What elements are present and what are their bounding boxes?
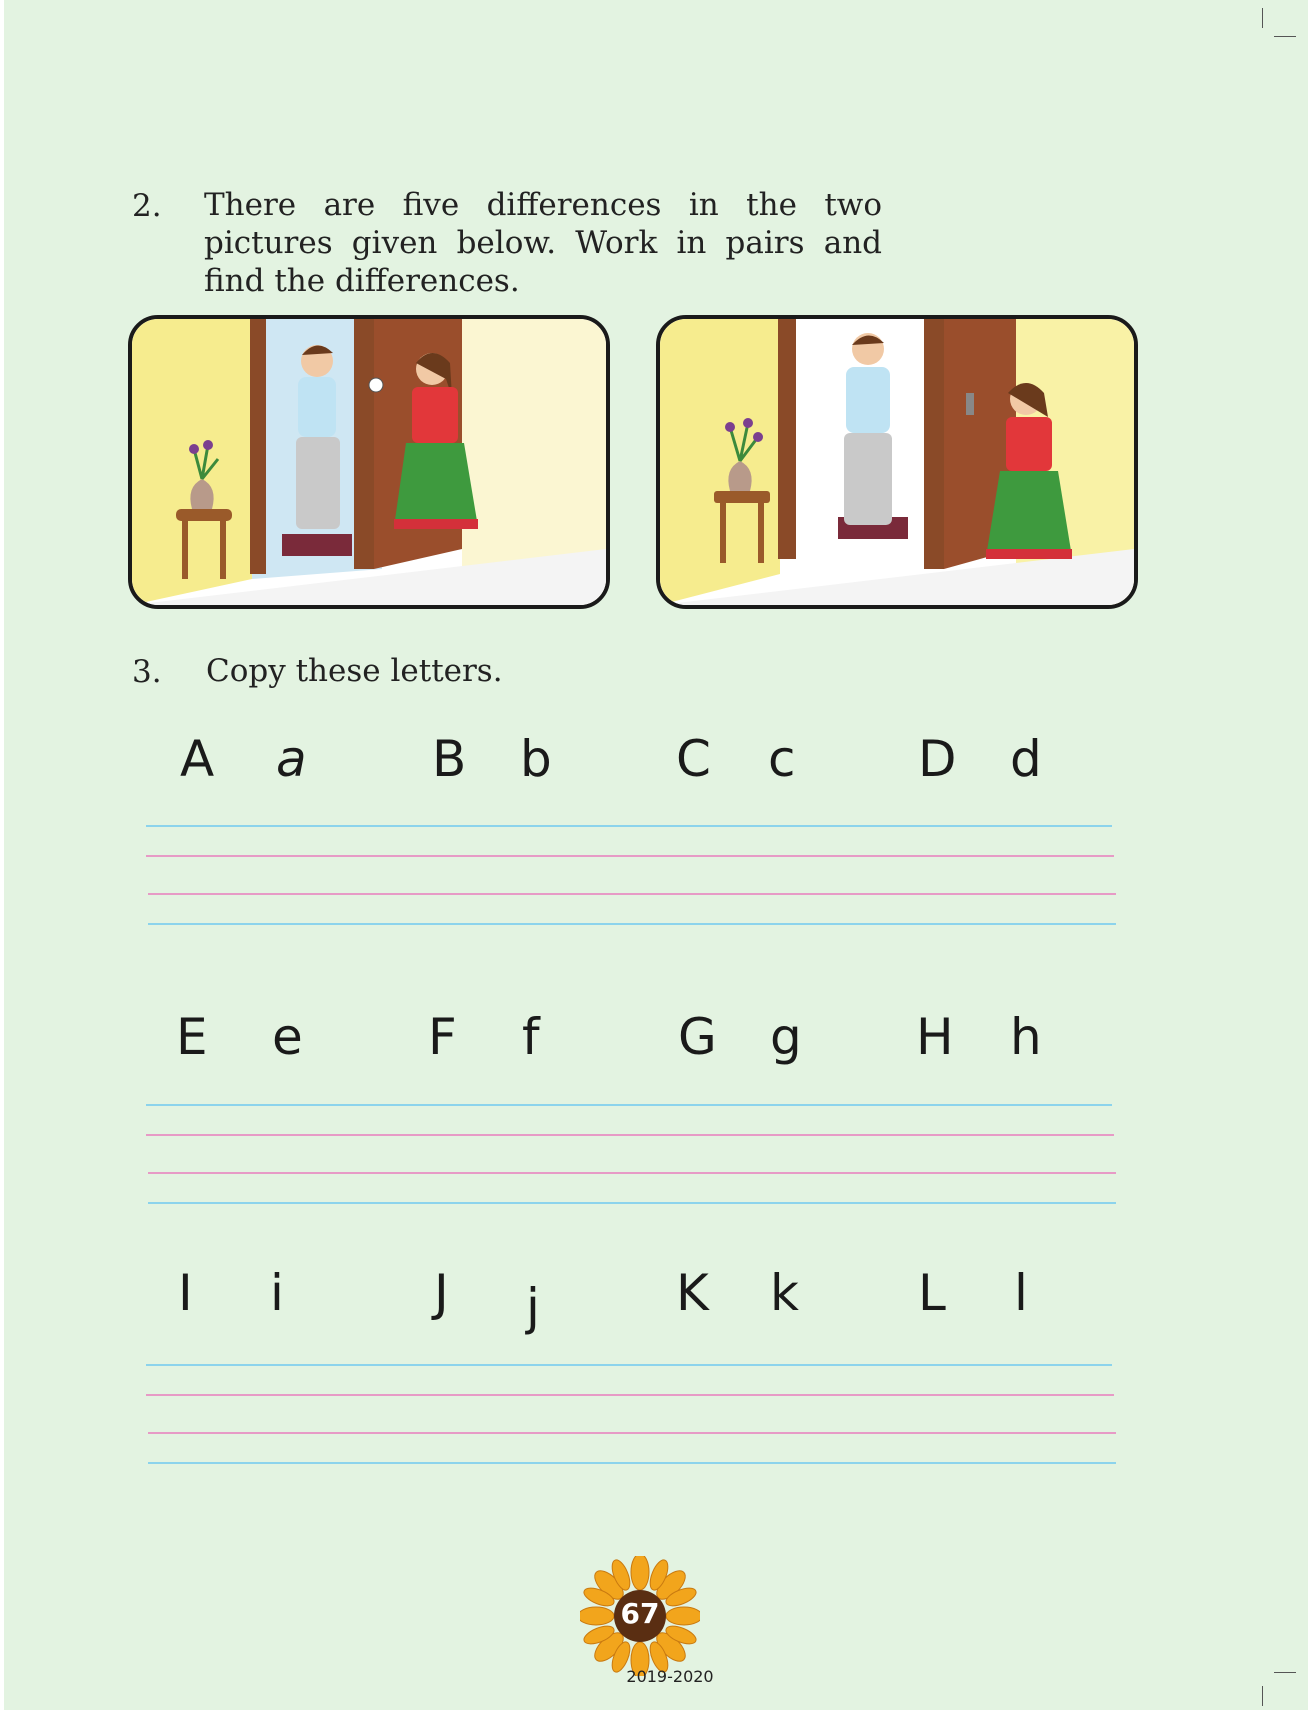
letter: B (432, 730, 467, 788)
letter: f (522, 1008, 540, 1066)
letter: G (678, 1008, 717, 1066)
page-number: 67 (620, 1597, 660, 1630)
letter: l (1014, 1264, 1028, 1322)
writing-line (146, 1364, 1112, 1366)
letter: L (918, 1264, 946, 1322)
letter: c (768, 730, 796, 788)
letter: E (176, 1008, 208, 1066)
writing-line (146, 1104, 1112, 1106)
right-picture (656, 315, 1138, 609)
question-number: 3. (132, 654, 162, 690)
letter: D (918, 730, 957, 788)
letter: C (676, 730, 711, 788)
writing-line (148, 1172, 1116, 1174)
crop-mark (1262, 8, 1263, 28)
letter: j (526, 1278, 540, 1336)
letter: h (1010, 1008, 1042, 1066)
year-label: 2019-2020 (626, 1667, 714, 1686)
writing-line (146, 855, 1114, 857)
question-text: There are five differences in the two pictures given below. Work in pairs and find the differences. (204, 187, 882, 299)
writing-line (148, 923, 1116, 925)
letter: g (770, 1008, 802, 1066)
crop-mark (1274, 36, 1296, 37)
question-number: 2. (132, 188, 162, 224)
scene-illustration (132, 319, 606, 605)
writing-line (148, 1202, 1116, 1204)
writing-line (148, 1462, 1116, 1464)
question-text: Copy these letters. (206, 653, 503, 689)
letter: k (770, 1264, 799, 1322)
letter: H (916, 1008, 954, 1066)
crop-mark (1274, 1672, 1296, 1673)
writing-line (148, 1432, 1116, 1434)
letter: e (272, 1008, 303, 1066)
letter: d (1010, 730, 1042, 788)
scene-illustration (660, 319, 1134, 605)
letter: F (428, 1008, 457, 1066)
writing-line (146, 1134, 1114, 1136)
letter: a (276, 730, 307, 788)
writing-line (148, 893, 1116, 895)
crop-mark (1262, 1686, 1263, 1706)
letter: b (520, 730, 552, 788)
letter: K (676, 1264, 709, 1322)
letter: i (270, 1264, 284, 1322)
left-picture (128, 315, 610, 609)
writing-line (146, 825, 1112, 827)
letter: J (434, 1264, 449, 1322)
letter: A (180, 730, 215, 788)
workbook-page (4, 0, 1308, 1710)
letter: I (178, 1264, 193, 1322)
writing-line (146, 1394, 1114, 1396)
